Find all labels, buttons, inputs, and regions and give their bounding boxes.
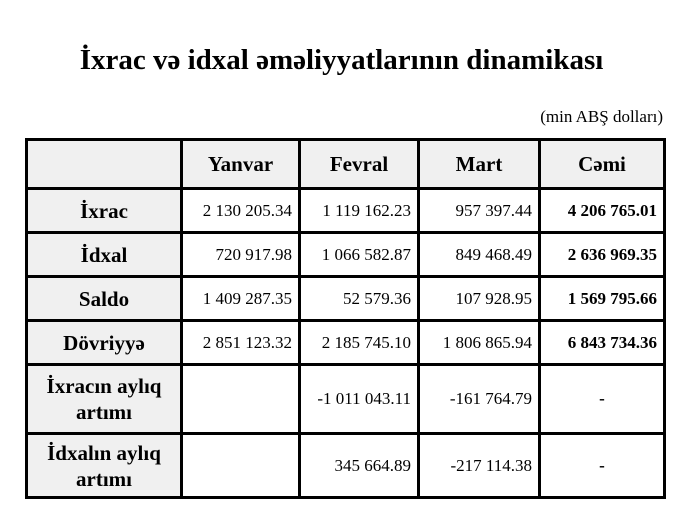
table-row-idxalin-ayliq-artimi (27, 434, 665, 498)
cell-value: 52 579.36 (300, 277, 419, 321)
table-row-saldo (27, 277, 665, 321)
cell-value: 2 851 123.32 (182, 321, 300, 365)
cell-total: 2 636 969.35 (540, 233, 665, 277)
cell-total: 6 843 734.36 (540, 321, 665, 365)
table-row-ixracin-ayliq-artimi (27, 365, 665, 434)
header-cell-empty (27, 140, 182, 189)
cell-value: -1 011 043.11 (300, 365, 419, 434)
cell-value: 345 664.89 (300, 434, 419, 498)
header-cell-fevral: Fevral (300, 140, 419, 189)
cell-value: 720 917.98 (182, 233, 300, 277)
cell-empty (182, 365, 300, 434)
header-cell-yanvar: Yanvar (182, 140, 300, 189)
table-row-idxal (27, 233, 665, 277)
cell-value: 1 806 865.94 (419, 321, 540, 365)
cell-dash: - (540, 365, 665, 434)
cell-empty (182, 434, 300, 498)
unit-note: (min ABŞ dolları) (540, 107, 663, 127)
table-row-ixrac (27, 189, 665, 233)
cell-value: -161 764.79 (419, 365, 540, 434)
cell-value: 1 066 582.87 (300, 233, 419, 277)
header-cell-mart: Mart (419, 140, 540, 189)
cell-total: 1 569 795.66 (540, 277, 665, 321)
header-cell-cemi: Cəmi (540, 140, 665, 189)
page-title: İxrac və idxal əməliyyatlarının dinamikası (79, 44, 604, 76)
row-label: İxracın aylıq artımı (27, 365, 182, 434)
cell-value: -217 114.38 (419, 434, 540, 498)
cell-dash: - (540, 434, 665, 498)
row-label: İdxal (27, 233, 182, 277)
cell-value: 957 397.44 (419, 189, 540, 233)
row-label: İdxalın aylıq artımı (27, 434, 182, 498)
row-label: İxrac (27, 189, 182, 233)
cell-total: 4 206 765.01 (540, 189, 665, 233)
cell-value: 1 119 162.23 (300, 189, 419, 233)
cell-value: 2 130 205.34 (182, 189, 300, 233)
table-row-dovriyye (27, 321, 665, 365)
row-label: Saldo (27, 277, 182, 321)
cell-value: 107 928.95 (419, 277, 540, 321)
cell-value: 2 185 745.10 (300, 321, 419, 365)
dynamics-table (25, 138, 666, 499)
cell-value: 1 409 287.35 (182, 277, 300, 321)
row-label: Dövriyyə (27, 321, 182, 365)
table-header-row (27, 140, 665, 189)
cell-value: 849 468.49 (419, 233, 540, 277)
